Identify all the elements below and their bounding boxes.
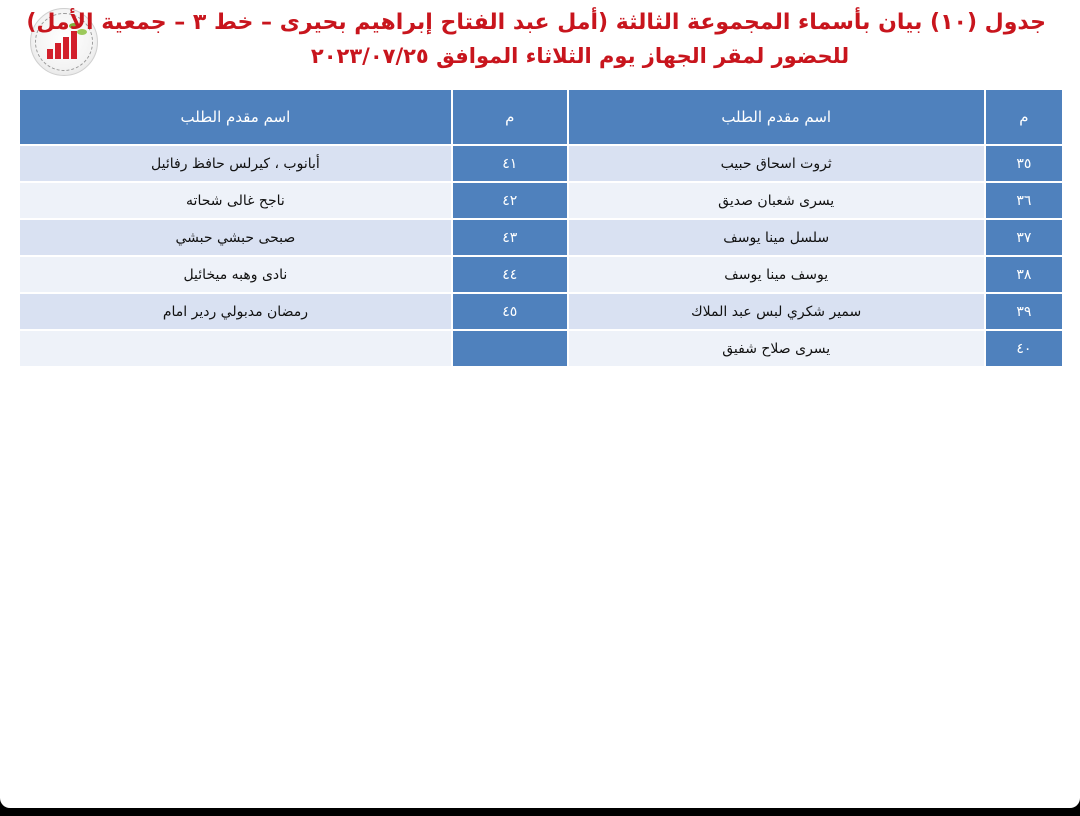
- row-number: ٣٦: [985, 182, 1063, 219]
- column-header-name: اسم مقدم الطلب: [568, 89, 985, 145]
- applicant-name: ثروت اسحاق حبيب: [568, 145, 985, 182]
- applicant-name: أبانوب ، كيرلس حافظ رفائيل: [19, 145, 452, 182]
- header-title-line1: جدول (١٠) بيان بأسماء المجموعة الثالثة (أمل عبد الفتاح إبراهيم بحيرى – خط ٣ – جمعية الأمل): [26, 10, 1046, 35]
- table-header-row: [19, 89, 1063, 145]
- table-row: [19, 145, 1063, 182]
- row-number: ٣٩: [985, 293, 1063, 330]
- applicant-name: سمير شكري لبس عبد الملاك: [568, 293, 985, 330]
- table-row: [19, 330, 1063, 367]
- table-row: [19, 293, 1063, 330]
- row-number: ٤٠: [985, 330, 1063, 367]
- applicants-table: [18, 88, 1064, 368]
- row-number: [452, 330, 568, 367]
- column-header-number: م: [452, 89, 568, 145]
- row-number: ٣٨: [985, 256, 1063, 293]
- applicant-name: يسرى شعبان صديق: [568, 182, 985, 219]
- header-title-line2: للحضور لمقر الجهاز يوم الثلاثاء الموافق ٢٠٢٣/٠٧/٢٥: [310, 44, 850, 68]
- applicant-name: [19, 330, 452, 367]
- column-header-number: م: [985, 89, 1063, 145]
- applicant-name: يوسف مينا يوسف: [568, 256, 985, 293]
- row-number: ٣٥: [985, 145, 1063, 182]
- row-number: ٤١: [452, 145, 568, 182]
- row-number: ٣٧: [985, 219, 1063, 256]
- applicant-name: سلسل مينا يوسف: [568, 219, 985, 256]
- applicant-name: ناجح غالى شحاته: [19, 182, 452, 219]
- table-row: [19, 182, 1063, 219]
- row-number: ٤٣: [452, 219, 568, 256]
- table-row: [19, 219, 1063, 256]
- applicant-name: يسرى صلاح شفيق: [568, 330, 985, 367]
- document-header: [26, 6, 1050, 72]
- column-header-name: اسم مقدم الطلب: [19, 89, 452, 145]
- applicant-name: رمضان مدبولي ردير امام: [19, 293, 452, 330]
- row-number: ٤٤: [452, 256, 568, 293]
- applicant-name: نادى وهبه ميخائيل: [19, 256, 452, 293]
- row-number: ٤٢: [452, 182, 568, 219]
- row-number: ٤٥: [452, 293, 568, 330]
- table-row: [19, 256, 1063, 293]
- applicant-name: صبحى حبشي حبشي: [19, 219, 452, 256]
